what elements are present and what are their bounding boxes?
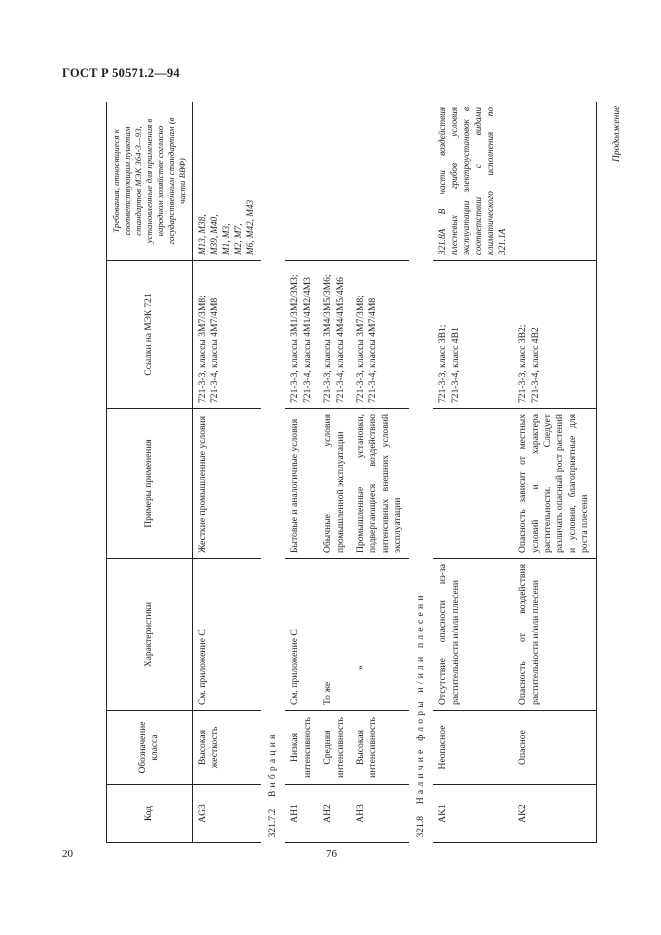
cell-class: Высокая жесткость xyxy=(192,711,260,785)
iec-ref-line: 721-3-3, классы 3M7/3M8; xyxy=(355,295,366,403)
rotated-table-area xyxy=(106,102,601,843)
iec-ref-line: 721-3-4, класс 4B1 xyxy=(449,327,461,403)
iec-ref-line: 721-3-4, классы 4M1/4M2/4M3 xyxy=(301,277,313,403)
header-examples: Примеры применения xyxy=(107,409,193,559)
iec-ref-line: 721-3-3, класс 3B2; xyxy=(517,324,529,403)
cell-characteristics: См. приложение С xyxy=(192,559,260,711)
section-number: 321.8 xyxy=(414,815,426,838)
section-title: Вибрация xyxy=(266,731,278,798)
cell-code: AH2 xyxy=(318,785,351,843)
cell-examples: Обычные условия промышленной эксплуатации xyxy=(318,409,351,559)
req-line: M2, M7, xyxy=(232,223,243,255)
table-row-ag3 xyxy=(192,102,260,843)
header-class: Обозначение класса xyxy=(107,711,193,785)
cell-characteristics: Отсутствие опасности из-за растительности и/или плесени xyxy=(433,559,513,711)
req-line: M6, M42, M43 xyxy=(244,199,255,255)
cell-characteristics: Опасность от воздействия растительности и/или плесени xyxy=(513,559,596,711)
iec-ref-line: 721-3-4, класс 4B2 xyxy=(529,327,541,403)
section-heading xyxy=(261,102,285,843)
page-number-left: 20 xyxy=(62,848,73,860)
req-line: M1, M3, xyxy=(220,223,231,255)
cell-class: Высокая интенсивность xyxy=(351,711,409,785)
iec-ref-line: 721-3-3, классы 3M1/3M2/3M3; xyxy=(289,274,301,403)
cell-code: AK1 xyxy=(433,785,513,843)
cell-iec-refs xyxy=(513,261,596,409)
cell-class: Опасное xyxy=(513,711,596,785)
cell-examples: Жесткие промышленные условия xyxy=(192,409,260,559)
table-row-ah1 xyxy=(285,102,318,843)
cell-requirements xyxy=(192,102,260,261)
cell-examples: Промышленные установки, подвергающиеся воздействию интенсивных внешних условий эксплуатации xyxy=(351,409,409,559)
iec-ref-line: 721-3-4, классы 4M7/4M8 xyxy=(209,297,221,403)
section-title: Наличие флоры и/или плесени xyxy=(414,592,426,805)
header-code: Код xyxy=(107,785,193,843)
rotated-page-content xyxy=(106,102,601,843)
header-iec-refs: Ссылки на МЭК 721 xyxy=(107,261,193,409)
cell-requirements xyxy=(318,102,351,261)
header-characteristics: Характеристики xyxy=(107,559,193,711)
iec-ref-line: 721-3-3, классы 3M4/3M5/3M6; xyxy=(322,274,334,403)
cell-characteristics: См. приложение С xyxy=(285,559,318,711)
cell-class: Низкая интенсивность xyxy=(285,711,318,785)
section-row-vibration xyxy=(261,102,285,843)
req-line: M39, M40, xyxy=(208,214,219,255)
table-header-row xyxy=(107,102,193,843)
cell-iec-refs xyxy=(433,261,513,409)
cell-iec-refs xyxy=(285,261,318,409)
cell-requirements: 321.8А В части воздействия плесневых грибов условия эксплуатации электроустановок в соответствии с видами климатического исполнения по 321.1А xyxy=(433,102,513,261)
document-title: ГОСТ Р 50571.2—94 xyxy=(62,66,180,80)
iec-ref-line: 721-3-4, классы 4M7/4M8 xyxy=(367,297,379,403)
cell-iec-refs xyxy=(351,261,409,409)
req-line: M13, M38, xyxy=(196,214,207,255)
cell-examples: Опасность зависит от местных условий и характера растительности. Следует различать опасный рост растений и условия, благоприятные для роста плесени xyxy=(513,409,596,559)
cell-characteristics: То же xyxy=(318,559,351,711)
table-row-ak1 xyxy=(433,102,513,843)
cell-iec-refs xyxy=(318,261,351,409)
cell-requirements xyxy=(513,102,596,261)
cell-code: AK2 xyxy=(513,785,596,843)
section-heading xyxy=(409,102,433,843)
cell-class: Неопасное xyxy=(433,711,513,785)
cell-requirements xyxy=(285,102,318,261)
section-number: 321.7.2 xyxy=(266,808,278,838)
cell-code: AH1 xyxy=(285,785,318,843)
iec-ref-line: 721-3-3, класс 3B1; xyxy=(437,324,449,403)
table-row-ah2 xyxy=(318,102,351,843)
page-number-center: 76 xyxy=(326,848,337,860)
table-row-ak2 xyxy=(513,102,596,843)
cell-examples xyxy=(433,409,513,559)
cell-code: AG3 xyxy=(192,785,260,843)
header-requirements: Требования, относящиеся к соответствующим пунктам стандартов МЭК 364-3—93, установленные для применения в народном хозяйстве согласно государственным стандартам (в части ВВФ) xyxy=(107,102,193,261)
classification-table xyxy=(106,102,597,843)
cell-code: AH3 xyxy=(351,785,409,843)
cell-examples: Бытовые и аналогичные условия xyxy=(285,409,318,559)
cell-characteristics: » xyxy=(351,559,409,711)
cell-requirements xyxy=(351,102,409,261)
cell-class: Средняя интенсивность xyxy=(318,711,351,785)
table-row-ah3 xyxy=(351,102,409,843)
iec-ref-line: 721-3-3, классы 3M7/3M8; xyxy=(196,295,208,403)
iec-ref-line: 721-3-4, классы 4M4/4M5/4M6 xyxy=(334,277,346,403)
continuation-label: Продолжение xyxy=(612,105,622,162)
cell-iec-refs xyxy=(192,261,260,409)
section-row-flora xyxy=(409,102,433,843)
